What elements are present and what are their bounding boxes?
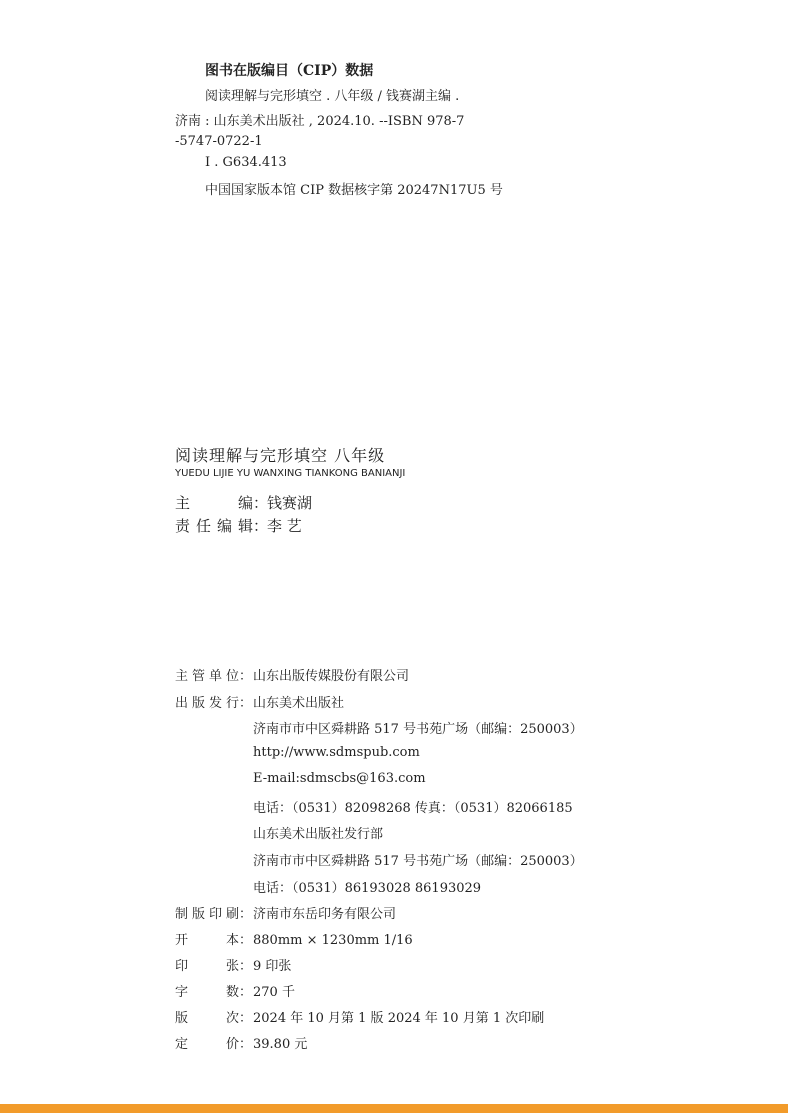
book-title: 阅读理解与完形填空 八年级 [175, 446, 386, 465]
pub-words: 字数：270 千 [175, 981, 295, 1000]
cip-line-5: 中国国家版本馆 CIP 数据核字第 20247N17U5 号 [205, 183, 503, 198]
cip-line-1: 阅读理解与完形填空 . 八年级 / 钱赛湖主编 . [205, 89, 460, 104]
pub-dept-phone: 电话：（0531）86193028 86193029 [253, 881, 482, 896]
pub-label: 定价 [175, 1037, 239, 1052]
pub-label: 字数 [175, 985, 239, 1000]
pub-price: 定价：39.80 元 [175, 1033, 307, 1052]
cip-line-2: 济南 : 山东美术出版社 , 2024.10. --ISBN 978-7 [175, 114, 465, 129]
credit-value: 李 艺 [267, 517, 302, 535]
book-pinyin: YUEDU LIJIE YU WANXING TIANKONG BANIANJI [175, 468, 406, 479]
pub-value: 济南市东岳印务有限公司 [253, 907, 397, 922]
credit-responsible-editor: 责任编辑：李 艺 [175, 517, 302, 535]
pub-website: http://www.sdmspub.com [253, 745, 420, 760]
pub-label: 印张 [175, 959, 239, 974]
cip-title: 图书在版编目（CIP）数据 [205, 63, 374, 79]
cip-line-4: Ⅰ . G634.413 [205, 155, 287, 170]
pub-printer: 制版印刷：济南市东岳印务有限公司 [175, 903, 396, 922]
pub-dept-address: 济南市市中区舜耕路 517 号书苑广场（邮编：250003） [253, 854, 583, 869]
pub-value: 山东出版传媒股份有限公司 [253, 669, 410, 684]
pub-value: 9 印张 [253, 959, 292, 974]
pub-format: 开本：880mm × 1230mm 1/16 [175, 929, 413, 948]
pub-value: 880mm × 1230mm 1/16 [253, 933, 413, 948]
pub-label: 出版发行 [175, 696, 239, 711]
pub-label: 主管单位 [175, 669, 239, 684]
pub-dept: 山东美术出版社发行部 [253, 827, 384, 842]
pub-value: 2024 年 10 月第 1 版 2024 年 10 月第 1 次印刷 [253, 1011, 545, 1026]
pub-label: 开本 [175, 933, 239, 948]
pub-sheets: 印张：9 印张 [175, 955, 291, 974]
pub-edition: 版次：2024 年 10 月第 1 版 2024 年 10 月第 1 次印刷 [175, 1007, 544, 1026]
pub-value: 270 千 [253, 985, 295, 1000]
pub-publisher-address: 济南市市中区舜耕路 517 号书苑广场（邮编：250003） [253, 722, 583, 737]
credit-chief-editor: 主编：钱赛湖 [175, 494, 313, 512]
pub-label: 版次 [175, 1011, 239, 1026]
cip-line-3: -5747-0722-1 [175, 134, 263, 149]
pub-supervisor: 主管单位：山东出版传媒股份有限公司 [175, 665, 409, 684]
pub-email: E-mail:sdmscbs@163.com [253, 771, 426, 786]
credit-value: 钱赛湖 [267, 494, 313, 512]
pub-label: 制版印刷 [175, 907, 239, 922]
pub-value: 39.80 元 [253, 1037, 308, 1052]
bottom-color-bar [0, 1104, 788, 1113]
pub-phone-fax: 电话：（0531）82098268 传真：（0531）82066185 [253, 801, 573, 816]
pub-publisher: 出版发行：山东美术出版社 [175, 692, 344, 711]
credit-label: 主编 [175, 494, 253, 512]
pub-value: 山东美术出版社 [253, 696, 345, 711]
credit-label: 责任编辑 [175, 517, 253, 535]
